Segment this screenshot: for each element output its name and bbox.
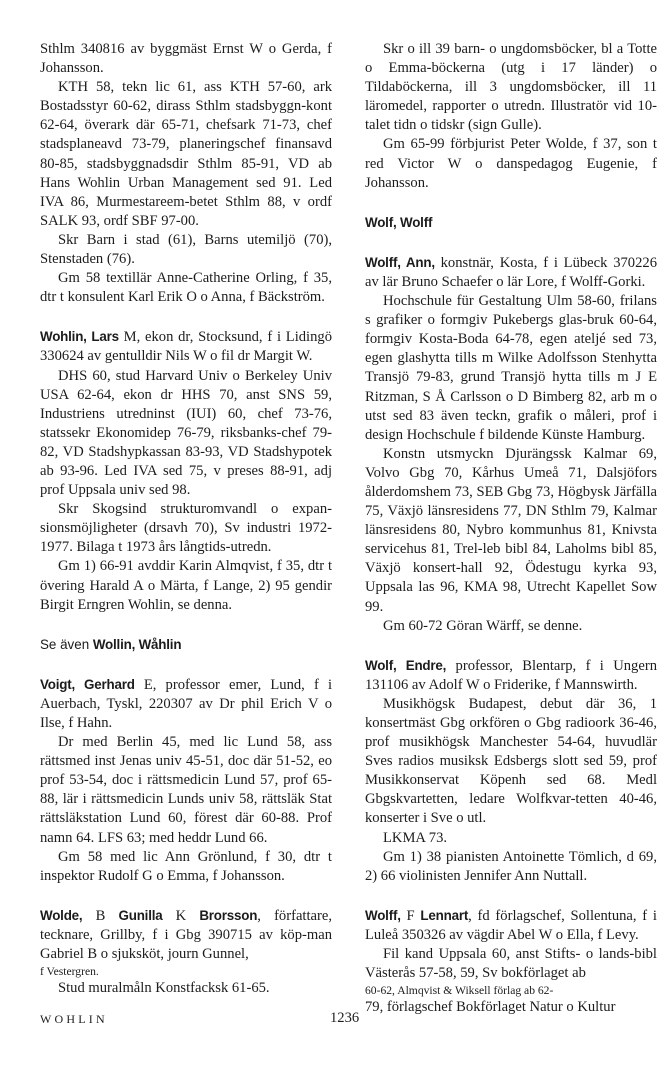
entry-initial: F [400, 907, 421, 924]
entry-wolde-gunilla [40, 906, 332, 998]
entry-small-text: 60-62, Almqvist & Wiksell förlag ab 62- [365, 984, 554, 998]
entry-headword: Wolff, [365, 907, 401, 923]
entry-marriage: Gm 58 med lic Ann Grönlund, f 30, dtr t inspektor Rudolf G o Emma, f Johansson. [40, 848, 332, 884]
entry-headword: Wolf, Endre, [365, 657, 447, 673]
entry-initial: E [134, 676, 153, 693]
entry-marriage: Gm 1) 66-91 avddir Karin Almqvist, f 35, dtr t övering Harald A o Märta, f Lange, 2) 95 gendir Birgit Erngren Wohlin, se denna. [40, 558, 332, 613]
running-head: WOHLIN [40, 1012, 108, 1026]
entry-intro-text: , ekon dr, Stocksund, f i Lidingö 330624 av gentulldir Nils W o fil dr Margit W. [40, 329, 333, 365]
see-also-prefix: Se även [40, 636, 93, 652]
entry-career: Dr med Berlin 45, med lic Lund 58, ass rättsmed inst Jenas univ 45-51, doc där 51-52, eo prof 53-54, doc i rättsmedicin Lund 57, prof 65-88, lär i rättsmedicin Lunds univ 58, rättsläk Stat rättsläkstation Lund 60, förest där 60-88. Prof namn 64. LFS 63; med heddr Lund 66. [40, 734, 332, 846]
entry-text: Sthlm 340816 av byggmäst Ernst W o Gerda, f Johansson. [40, 41, 332, 77]
entry-given-name: Gunilla [118, 907, 163, 923]
entry-honours: LKMA 73. [383, 829, 448, 846]
entry-commissions: Konstn utsmyckn Djurängssk Kalmar 69, Volvo Gbg 70, Kårhus Umeå 71, Dalsjöfors ålderdomshem 73, SEB Gbg 73, Högbysk Järfälla 75, Växjö länsresidens 77, DN Sthlm 79, Kalmar länsresidens 80, Nybro kommunhus 81, Knivsta servicehus 81, Trel-leb bibl 84, Laholms bibl 85, Växjö konsert-hall 92, Ödestugu kyrka 93, Uppsala las 96, KMA 98, Utrecht Kapellet Sow 99. [365, 445, 657, 615]
entry-intro-text: konstnär, Kosta, f i Lübeck 370226 av lär Bruno Schaefer o lär Lore, f Wolff-Gorki. [365, 254, 657, 290]
entry-marriage: Gm 58 textillär Anne-Catherine Orling, f 35, dtr t konsulent Karl Erik O o Anna, f Bäckström. [40, 270, 332, 306]
entry-writings: Skr Barn i stad (61), Barns utemiljö (70), Stenstaden (76). [40, 231, 332, 268]
section-heading-line [365, 213, 657, 233]
entry-intro-text: , professor emer, Lund, f i Auerbach, Tyskl, 220307 av Dr phil Erich V o Ilse, f Hahn. [40, 676, 332, 731]
entry-wolf-endre [365, 656, 657, 886]
entry-intro [365, 253, 657, 292]
entry-initial: K [162, 907, 200, 924]
section-heading [365, 213, 657, 233]
entry-intro [40, 906, 332, 964]
entry-intro-text: professor, Blentarp, f i Ungern 131106 av Adolf W o Friderike, f Mannswirth. [365, 657, 657, 693]
entry-wolff-lennart [365, 906, 657, 1017]
entry-marriage: Gm 60-72 Göran Wärff, se denne. [383, 617, 583, 634]
entry-career: DHS 60, stud Harvard Univ o Berkeley Univ USA 62-64, ekon dr HHS 70, anst SNS 59, Industriens utredninst (IUI) 60, chef 73-76, statssekr Ekonomidep 76-79, riksbanks-chef 79-82, VD Stadshypkassan 83-93, VD Stadshypotek ab 93-96. Led IVA sed 75, v preses 88-91, adj prof Uppsala univ sed 98. [40, 367, 332, 499]
entry-marriage: Gm 65-99 förbjurist Peter Wolde, f 37, son t red Victor W o danspedagog Eugenie, f Johansson. [365, 136, 657, 191]
entry-initial: B [82, 907, 119, 924]
entry-marriage: Gm 1) 38 pianisten Antoinette Tömlich, d 69, 2) 66 violinisten Jennifer Ann Nuttall. [365, 848, 657, 884]
page-footer [40, 1012, 624, 1032]
entry-wolde-continued [365, 40, 657, 193]
right-column [365, 40, 657, 1017]
entry-wolff-ann [365, 253, 657, 636]
entry-headword: Voigt, Gerhard [40, 676, 135, 692]
entry-intro-text: , fd förlagschef, Sollentuna, f i Luleå 350326 av vägdir Abel W o Ella, f Levy. [365, 907, 657, 943]
entry-intro [365, 656, 657, 695]
entry-headword: Wohlin, Lars [40, 329, 119, 345]
entry-career: Hochschule für Gestaltung Ulm 58-60, frilans s grafiker o formgiv Pukebergs glas-bruk 60-64, formgiv Kosta-Boda 64-78, egen ateljé sed 73, egen glashytta tills m Wilke Adolfsson Stenhytta Transjö 79-83, grund Transjö hytta tills m J E Ritzman, S Å Carlsson o D Bimberg 82, arb m o utst sed 83 även teckn, grafik o måleri, prof i design Hochschule f bildende Künste Hamburg. [365, 293, 657, 443]
see-also-line [40, 635, 332, 655]
entry-career: Musikhögsk Budapest, debut där 36, 1 konsertmäst Gbg orkfören o Gbg radioork 36-46, prof musikhögsk Manchester 54-64, huvudlär Sves radios musiksk Edsbergs slott sed 59, prof Musikkonservat Köpenh sed 68. Medl Gbgskvartetten, ledare Wolfkvar-tetten 40-46, konserter i Sve o utl. [365, 695, 657, 827]
entry-career-cont: 79, förlagschef Bokförlaget Natur o Kultur [365, 999, 616, 1016]
section-heading-text: Wolf, Wolff [365, 214, 433, 230]
entry-headword: Wolff, Ann, [365, 254, 435, 270]
entry-wohlin-lars [40, 327, 332, 614]
entry-intro [40, 675, 332, 733]
entry-wohlin-continued [40, 40, 332, 307]
entry-intro [40, 327, 332, 366]
entry-career: Fil kand Uppsala 60, anst Stifts- o lands-bibl Västerås 57-58, 59, Sv bokförlaget ab [365, 946, 657, 982]
see-also-names: Wollin, Wåhlin [92, 636, 182, 652]
entry-writings: Skr o ill 39 barn- o ungdomsböcker, bl a Totte o Emma-böckerna (utg i 17 länder) o Tildaböckerna, ill 3 ungdomsböcker, ill 11 läromedel, rapporter o utredn. Illustratör vid 10-talet tidn o tidskr (sign Gulle). [365, 41, 657, 134]
entry-voigt-gerhard [40, 675, 332, 886]
entry-education: Stud muralmåln Konstfacksk 61-65. [58, 980, 270, 997]
cross-reference [40, 635, 332, 655]
entry-given-name: Lennart [420, 907, 469, 923]
entry-career: KTH 58, tekn lic 61, ass KTH 57-60, ark Bostadsstyr 60-62, dirass Sthlm stadsbyggn-kont 62-64, överark där 65-71, chefsark 71-73, chef stadsplaneavd 73-79, planeringschef finansavd 80-85, stadsbyggnadsdir Sthlm 85-91, VD ab Hans Wohlin Urban Management sed 91. Led IVA 86, Murmestareem-betet Sthlm 88, v ordf SALK 93, ordf SBF 97-00. [40, 79, 332, 229]
page-number: 1236 [330, 1010, 360, 1026]
entry-initial: M [118, 329, 137, 346]
entry-intro-text: , författare, tecknare, Grillby, f i Gbg 390715 av köp-man Gabriel B o sjuksköt, journ Gunnel, [40, 907, 332, 963]
entry-birth-name: Brorsson [199, 907, 258, 923]
left-column [40, 40, 332, 998]
entry-writings: Skr Skogsind strukturomvandl o expan-sionsmöjligheter (drsavh 70), Sv industri 1972-1977. Bilaga t 1973 års långtids-utredn. [40, 501, 332, 556]
entry-small-text: f Vestergren. [40, 965, 99, 979]
entry-intro [365, 906, 657, 945]
entry-headword: Wolde, [40, 907, 83, 923]
